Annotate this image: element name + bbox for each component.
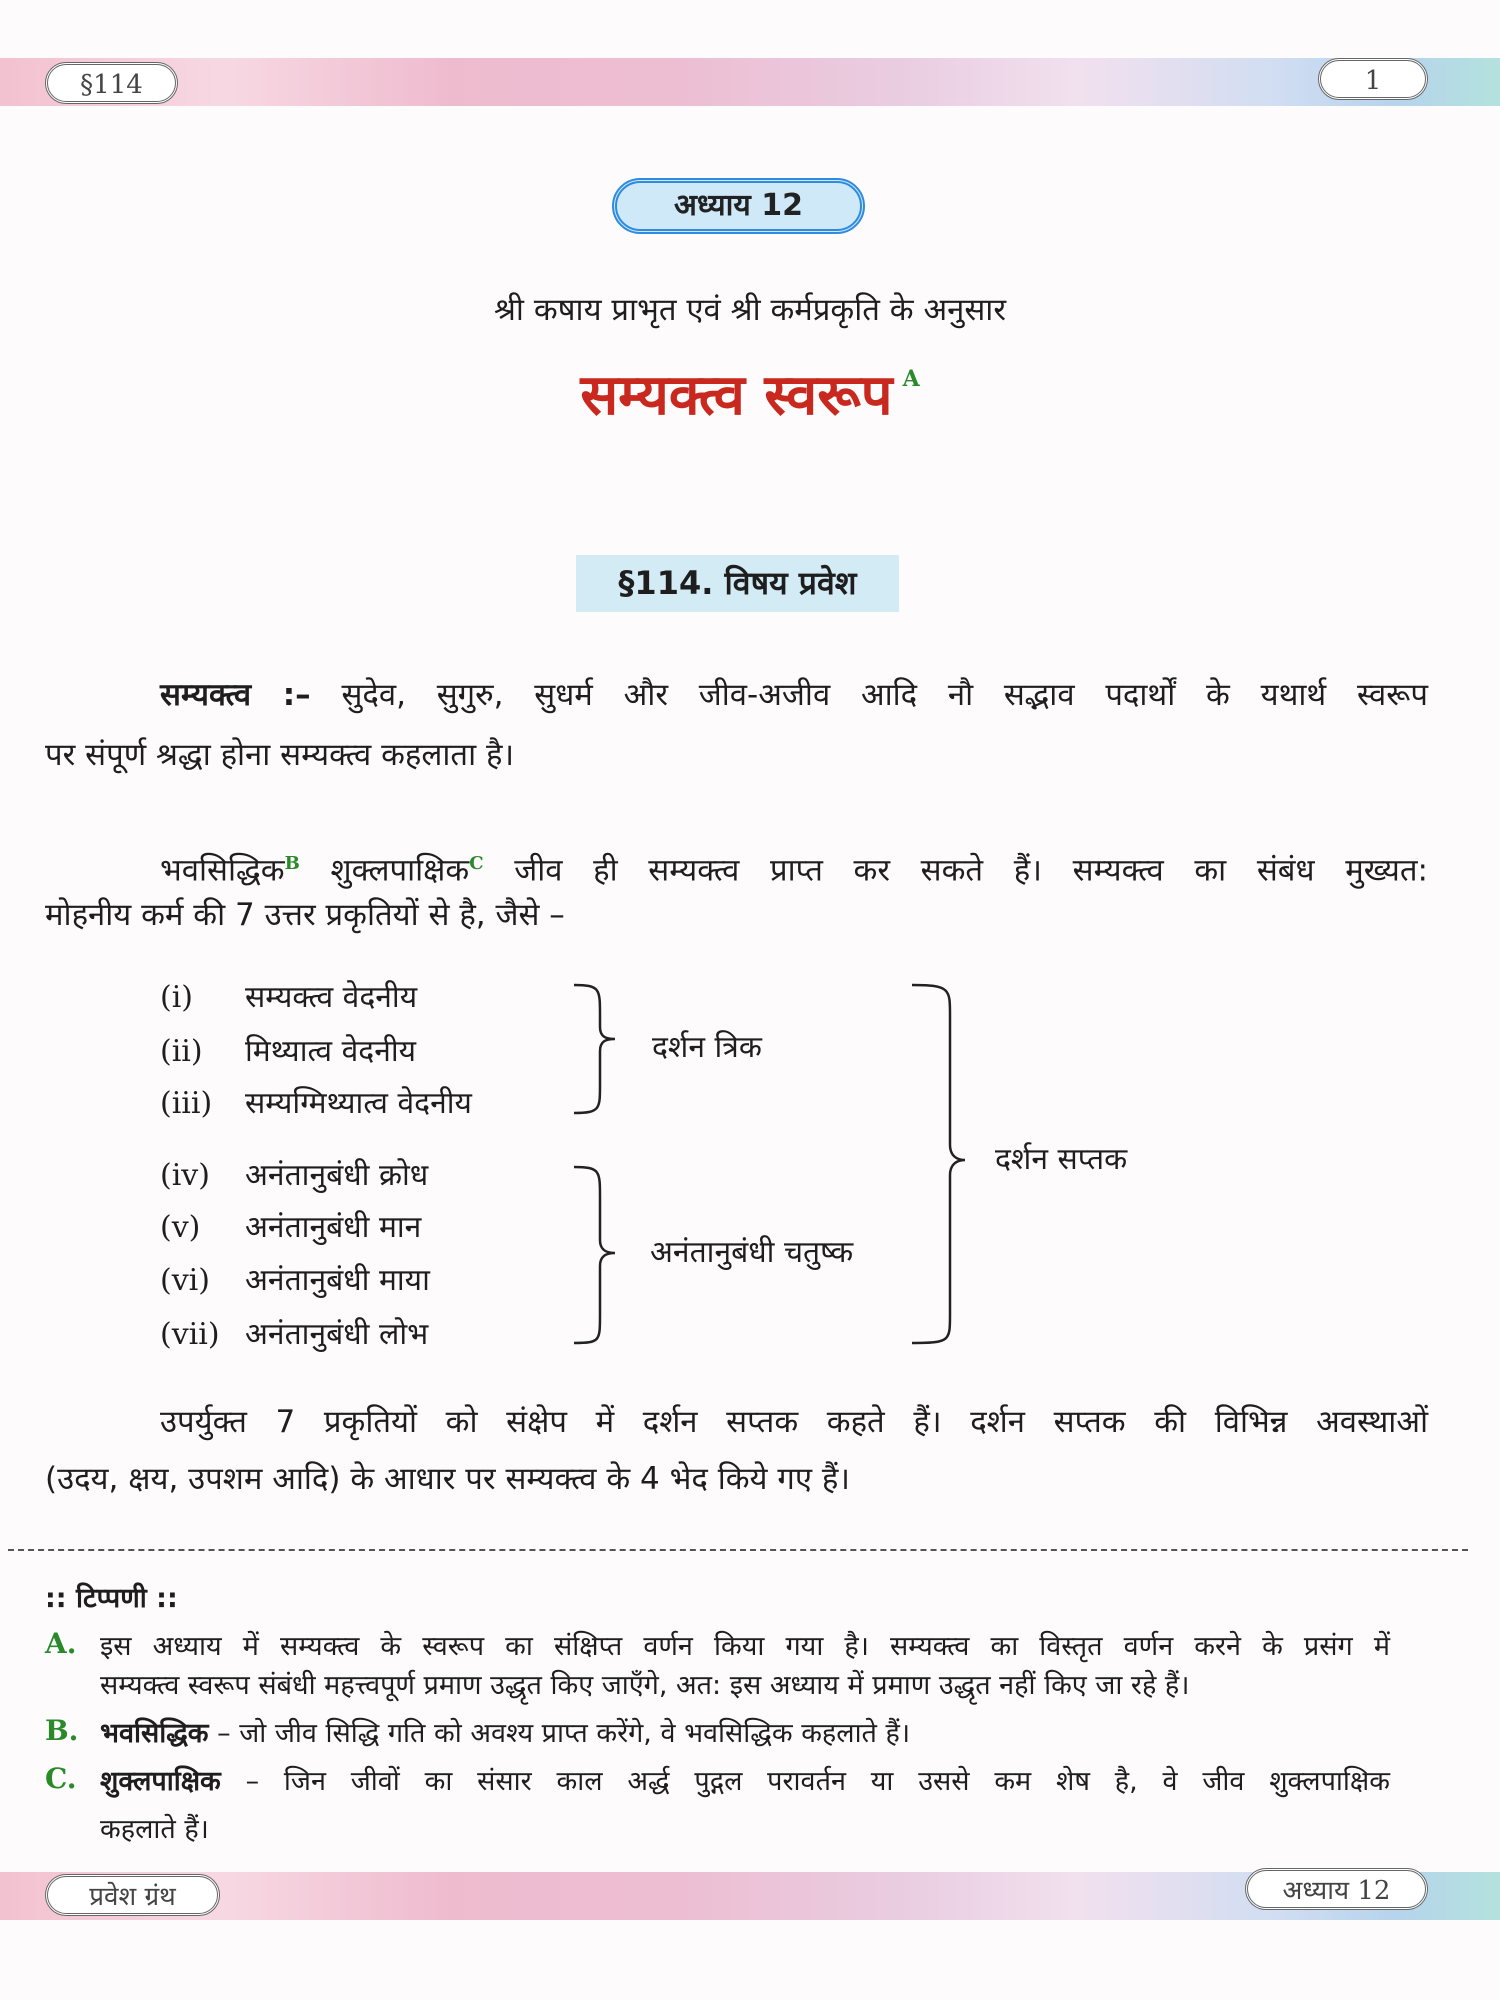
group-darshan-saptak: दर्शन सप्तक	[995, 1142, 1128, 1177]
section-heading: §114. विषय प्रवेश	[576, 555, 899, 612]
note-letter: A.	[45, 1627, 77, 1660]
note-text: इस अध्याय में सम्यक्त्व के स्वरूप का संक्षिप्त वर्णन किया गया है। सम्यक्त्व का विस्तृत वर्णन करने के प्रसंग में	[100, 1631, 1390, 1662]
group-darshan-trik: दर्शन त्रिक	[652, 1030, 762, 1065]
para2-word2: शुक्लपाक्षिक	[330, 852, 470, 889]
para3-line1: उपर्युक्त 7 प्रकृतियों को संक्षेप में दर्शन सप्तक कहते हैं। दर्शन सप्तक की विभिन्न अवस्थाओं	[160, 1404, 1428, 1440]
list-item-label: सम्यक्त्व वेदनीय	[245, 980, 418, 1015]
para1-text: सुदेव, सुगुरु, सुधर्म और जीव-अजीव आदि नौ सद्भाव पदार्थों के यथार्थ स्वरूप	[341, 677, 1428, 713]
footnote-ref-b[interactable]: B	[284, 853, 300, 874]
section-tag: §114	[45, 62, 178, 104]
group-anantanubandhi: अनंतानुबंधी चतुष्क	[650, 1235, 854, 1270]
para3-line2: (उदय, क्षय, उपशम आदि) के आधार पर सम्यक्त्व के 4 भेद किये गए हैं।	[45, 1461, 851, 1497]
note-text: – जिन जीवों का संसार काल अर्द्ध पुद्गल परावर्तन या उससे कम शेष है, वे जीव शुक्लपाक्षिक	[245, 1766, 1390, 1797]
notes-heading: :: टिप्पणी ::	[45, 1583, 178, 1614]
note-text: – जो जीव सिद्धि गति को अवश्य प्राप्त करेंगे, वे भवसिद्धिक कहलाते हैं।	[217, 1718, 911, 1749]
brace-anantanubandhi	[574, 1167, 615, 1343]
title-footnote[interactable]: A	[902, 366, 920, 392]
subtitle: श्री कषाय प्राभृत एवं श्री कर्मप्रकृति के अनुसार	[493, 292, 1007, 328]
note-line	[100, 1764, 1390, 1800]
page-title	[0, 355, 1500, 431]
list-item-number: (vi)	[160, 1263, 210, 1298]
chapter-badge: अध्याय 12	[612, 178, 865, 234]
para2-line2: मोहनीय कर्म की 7 उत्तर प्रकृतियों से है, जैसे –	[45, 897, 565, 933]
para1-line1	[160, 675, 1428, 715]
list-item-label: अनंतानुबंधी मान	[245, 1210, 422, 1245]
list-item-number: (iii)	[160, 1086, 213, 1121]
list-item-number: (iv)	[160, 1158, 210, 1193]
para1-line2: पर संपूर्ण श्रद्धा होना सम्यक्त्व कहलाता है।	[45, 737, 515, 773]
term-samyaktva: सम्यक्त्व :–	[160, 677, 311, 713]
note-term: भवसिद्धिक	[100, 1718, 209, 1749]
note-line	[100, 1629, 1390, 1665]
note-letter: C.	[45, 1762, 77, 1795]
header-band	[0, 58, 1500, 106]
list-item-label: अनंतानुबंधी क्रोध	[245, 1158, 429, 1193]
note-line	[100, 1716, 1390, 1752]
para2-text: जीव ही सम्यक्त्व प्राप्त कर सकते हैं। सम्यक्त्व का संबंध मुख्यत:	[514, 852, 1428, 889]
brace-darshan-saptak	[912, 985, 965, 1343]
note-line	[100, 1812, 1390, 1848]
page-number: 1	[1318, 58, 1428, 100]
notes-divider	[8, 1549, 1468, 1551]
footer-chapter: अध्याय 12	[1245, 1868, 1428, 1910]
note-term: शुक्लपाक्षिक	[100, 1766, 221, 1797]
list-item-number: (i)	[160, 980, 194, 1015]
grouping-braces	[560, 975, 980, 1355]
list-item-label: मिथ्यात्व वेदनीय	[245, 1034, 417, 1069]
list-item-number: (vii)	[160, 1317, 220, 1352]
list-item-label: सम्यग्मिथ्यात्व वेदनीय	[245, 1086, 472, 1121]
para2-word1: भवसिद्धिक	[160, 852, 285, 889]
note-text: कहलाते हैं।	[100, 1814, 209, 1845]
para2-line1	[160, 844, 1428, 890]
list-item-number: (v)	[160, 1210, 201, 1245]
list-item-number: (ii)	[160, 1034, 203, 1069]
note-letter: B.	[45, 1714, 79, 1747]
note-line	[100, 1668, 1390, 1704]
brace-darshan-trik	[574, 985, 615, 1113]
title-text: सम्यक्त्व स्वरूप	[580, 363, 893, 428]
note-text: सम्यक्त्व स्वरूप संबंधी महत्त्वपूर्ण प्रमाण उद्धृत किए जाएँगे, अत: इस अध्याय में प्रमाण उद्धृत नहीं किए जा रहे हैं।	[100, 1670, 1190, 1701]
footnote-ref-c[interactable]: C	[469, 853, 484, 874]
footer-book-title: प्रवेश ग्रंथ	[45, 1874, 220, 1916]
list-item-label: अनंतानुबंधी माया	[245, 1263, 430, 1298]
list-item-label: अनंतानुबंधी लोभ	[245, 1317, 429, 1352]
